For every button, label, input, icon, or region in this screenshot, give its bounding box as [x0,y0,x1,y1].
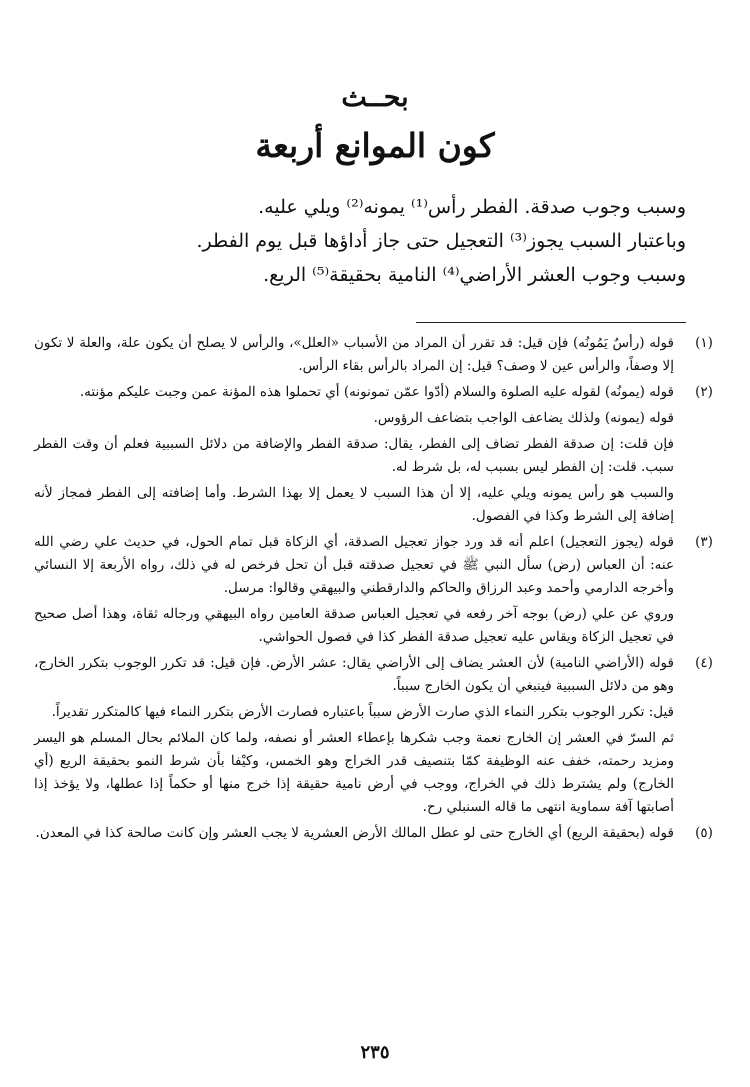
footnote-paragraph: قوله (بحقيقة الريع) أي الخارج حتى لو عطل المالك الأرض العشرية لا يجب العشر وإن كانت صالحة كذا في المعدن. [35,825,674,841]
footnote [34,332,724,378]
footnote [34,531,724,649]
footnote-divider [416,322,686,323]
footnote-paragraph: قوله (رأسٌ يَمُونُه) فإن قيل: قد تقرر أن المراد من الأسباب «العلل»، والرأس لا يصلح أن يكون علة، والعلة لا تكون إلا وصفاً، والرأس عين لا وصف؟ قيل: إن المراد بالرأس بقاء الرأس. [34,335,674,374]
main-line: وسبب وجوب صدقة. الفطر رأس⁽¹⁾ يمونه⁽²⁾ ويلي عليه. [258,196,686,218]
main-line: وباعتبار السبب يجوز⁽³⁾ التعجيل حتى جاز أداؤها قبل يوم الفطر. [196,230,686,252]
footnote-paragraph: ثم السرّ في العشر إن الخارج نعمة وجب شكرها بإعطاء العشر أو نصفه، ولما كان الملائم بحال المسلم هو اليسر ومزيد رحمته، خفف عنه الوظيفة كمّا بتنصيف قدر الخراج وهو الخمس، وكيْفا بأن شرط النمو بحقيقة الريع (أي الخارج) ولم يشترط ذلك في الخراج، ووجب في أرض نامية حقيقة إذا خرج منها أو حكماً إذا عطلها، ولا يؤخذ إذا أصابتها آفة سماوية انتهى ما قاله السنبلي رح. [34,730,674,815]
footnote-paragraph: قوله (الأراضي النامية) لأن العشر يضاف إلى الأراضي يقال: عشر الأرض. فإن قيل: قد تكرر الوجوب بتكرر الخارج، وهو من دلائل السببية فينبغي أن يكون الخارج سبباً. [34,655,674,694]
footnote-paragraph: فإن قلت: إن صدقة الفطر تضاف إلى الفطر، يقال: صدقة الفطر والإضافة من دلائل السببية فعلم أن وقت الفطر سبب. قلت: إن الفطر ليس بسبب له، بل شرط له. [34,436,674,475]
footnote-paragraph: والسبب هو رأس يمونه ويلي عليه، إلا أن هذا السبب لا يعمل إلا بهذا الشرط. وأما إضافته إلى الفطر فمجاز لأنه إضافة إلى الشرط وكذا في الفصول. [34,485,674,524]
footnote-paragraph: قوله (يمونُه) لقوله عليه الصلوة والسلام (أدّوا عمّن تمونونه) أي تحملوا هذه المؤنة عمن وجبت عليكم مؤنته. [79,384,674,400]
footnote-paragraph: قوله (يمونه) ولذلك يضاعف الواجب بتضاعف الرؤوس. [373,410,674,426]
section-title: كون الموانع أربعة [255,126,495,165]
footnote-number: (١) [695,335,713,351]
section-label: بحــث [341,82,409,113]
footnotes [34,332,724,848]
footnote-paragraph: قيل: تكرر الوجوب بتكرر النماء الذي صارت الأرض سبباً باعتباره فصارت الأرض بتكرر النماء فيها كالمتكرر تقديراً. [51,704,674,720]
footnote-number: (٢) [695,384,713,400]
footnote-paragraph: قوله (يجوز التعجيل) اعلم أنه قد ورد جواز تعجيل الصدقة، أي الزكاة قبل تمام الحول، في حديث علي رضي الله عنه: أن العباس (رض) سأل النبي ﷺ في تعجيل صدقته قبل أن تحل فرخص له في ذلك، رواه الأربعة إلا النسائي وأخرجه الدارمي وأحمد وعبد الرزاق والحاكم والدارقطني والبيهقي وقالوا: مرسل. [34,534,674,596]
main-text [196,190,686,292]
footnote [34,822,724,845]
footnote-paragraph: وروي عن علي (رض) بوجه آخر رفعه في تعجيل العباس صدقة العامين رواه البيهقي ورجاله ثقاة، وهذا أصل صحيح في تعجيل الزكاة ويقاس عليه تعجيل صدقة الفطر كذا في فصول الحواشي. [34,606,674,645]
footnote-number: (٣) [695,534,713,550]
footnote-number: (٥) [695,825,713,841]
main-line: وسبب وجوب العشر الأراضي⁽⁴⁾ النامية بحقيقة⁽⁵⁾ الريع. [263,264,686,286]
footnote-number: (٤) [695,655,713,671]
footnote [34,381,724,528]
page-number: ٢٣٥ [360,1042,390,1063]
footnote [34,652,724,819]
